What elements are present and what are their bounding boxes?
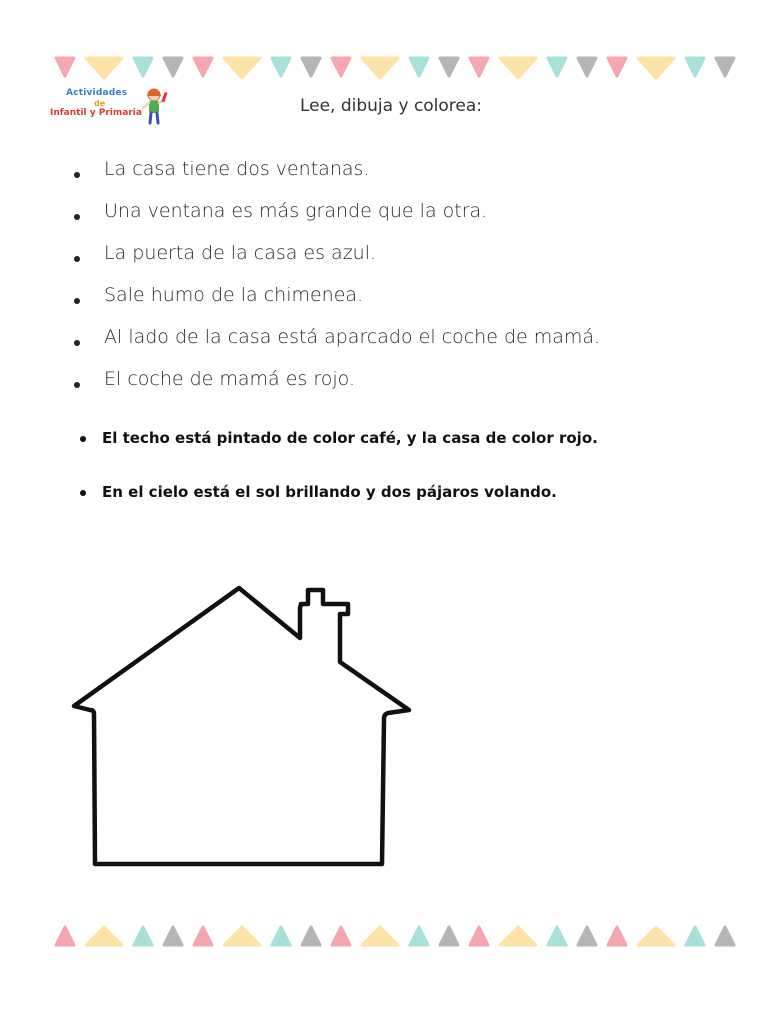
bunting-flag	[224, 58, 260, 78]
list-item	[74, 242, 600, 284]
extra-instruction-text: El techo está pintado de color café, y la casa de color rojo.	[102, 429, 598, 447]
bunting-flag	[332, 58, 350, 76]
instruction-text: La puerta de la casa es azul.	[104, 242, 377, 264]
bunting-flag	[272, 58, 290, 76]
bunting-flag	[686, 58, 704, 76]
instruction-list	[74, 158, 600, 410]
bunting-flag	[164, 58, 182, 76]
bunting-flag	[608, 58, 626, 76]
bunting-flag	[608, 927, 626, 945]
bullet-icon	[74, 340, 80, 346]
bunting-flag	[194, 58, 212, 76]
instruction-text: Al lado de la casa está aparcado el coche de mamá.	[104, 326, 601, 348]
extra-instruction-roof	[80, 429, 598, 447]
bullet-icon	[74, 382, 80, 388]
bunting-flag	[470, 58, 488, 76]
instruction-text: La casa tiene dos ventanas.	[104, 158, 370, 180]
bunting-flag	[470, 927, 488, 945]
logo-text-line2: de	[94, 99, 106, 108]
logo-text-line3: Infantil y Primaria	[50, 108, 142, 118]
bunting-flag	[134, 927, 152, 945]
house-outline-drawing	[68, 582, 414, 868]
bullet-icon	[74, 214, 80, 220]
bunting-flag	[272, 927, 290, 945]
bunting-flag	[164, 927, 182, 945]
bunting-flag	[716, 927, 734, 945]
bunting-flag	[194, 927, 212, 945]
bunting-flag	[86, 58, 122, 78]
instruction-text: El coche de mamá es rojo.	[104, 368, 355, 390]
bunting-flag	[578, 927, 596, 945]
instruction-text: Sale humo de la chimenea.	[104, 284, 364, 306]
worksheet-title: Lee, dibuja y colorea:	[299, 96, 483, 116]
bunting-flag	[302, 58, 320, 76]
bullet-icon	[80, 436, 86, 442]
bunting-flag	[548, 58, 566, 76]
bunting-flag	[224, 927, 260, 945]
instruction-text: Una ventana es más grande que la otra.	[104, 200, 488, 222]
bottom-bunting-decoration	[0, 918, 768, 958]
list-item	[74, 326, 600, 368]
list-item	[74, 368, 600, 410]
bunting-flag	[332, 927, 350, 945]
bunting-flag	[302, 927, 320, 945]
bunting-flag	[686, 927, 704, 945]
bunting-flag	[500, 58, 536, 78]
bullet-icon	[74, 298, 80, 304]
bunting-flag	[56, 58, 74, 76]
bunting-flag	[548, 927, 566, 945]
bullet-icon	[74, 256, 80, 262]
bunting-flag	[716, 58, 734, 76]
logo-text-line1: Actividades	[66, 88, 128, 98]
extra-instruction-text: En el cielo está el sol brillando y dos pájaros volando.	[102, 483, 557, 501]
bunting-flag	[134, 58, 152, 76]
bullet-icon	[80, 490, 86, 496]
list-item	[74, 200, 600, 242]
list-item	[74, 284, 600, 326]
bunting-flag	[440, 927, 458, 945]
bunting-flag	[638, 58, 674, 78]
bunting-flag	[86, 927, 122, 945]
bullet-icon	[74, 172, 80, 178]
bunting-flag	[362, 927, 398, 945]
bunting-flag	[500, 927, 536, 945]
bunting-flag	[410, 58, 428, 76]
bunting-flag	[410, 927, 428, 945]
bunting-flag	[56, 927, 74, 945]
bunting-flag	[440, 58, 458, 76]
bunting-flag	[638, 927, 674, 945]
list-item	[74, 158, 600, 200]
bunting-flag	[578, 58, 596, 76]
bunting-flag	[362, 58, 398, 78]
extra-instruction-sky	[80, 483, 557, 501]
